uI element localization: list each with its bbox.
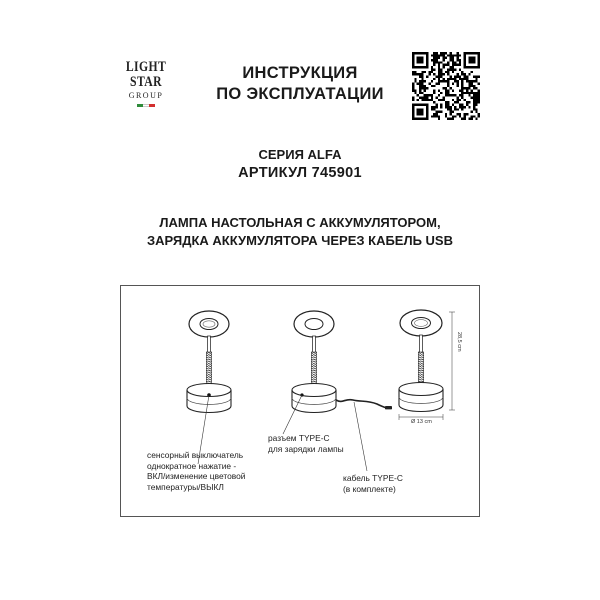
height-dimension-label: 28,5 cm <box>456 332 462 352</box>
brand-logo <box>120 60 172 107</box>
lamp-front-view <box>187 311 231 464</box>
port-caption-line2: для зарядки лампы <box>268 443 344 454</box>
cable-caption-line2: (в комплекте) <box>343 483 396 494</box>
switch-caption <box>147 450 245 492</box>
brand-logo-line3: GROUP <box>128 91 164 100</box>
document-title-line2: ПО ЭКСПЛУАТАЦИИ <box>216 85 384 103</box>
switch-caption-line1: сенсорный выключатель <box>147 450 244 460</box>
article-number: АРТИКУЛ 745901 <box>238 165 362 181</box>
product-description-line2: ЗАРЯДКА АККУМУЛЯТОРА ЧЕРЕЗ КАБЕЛЬ USB <box>147 233 453 248</box>
width-dimension-label: Ø 13 cm <box>411 419 432 425</box>
switch-caption-line3: ВКЛ/изменение цветовой <box>147 471 246 481</box>
series-label: СЕРИЯ ALFA <box>258 147 342 162</box>
product-description-line1: ЛАМПА НАСТОЛЬНАЯ С АККУМУЛЯТОРОМ, <box>159 215 441 230</box>
cable-caption <box>343 473 403 494</box>
lamp-diagram-frame <box>120 285 480 517</box>
port-caption-line1: разъем TYPE-C <box>268 433 330 443</box>
qr-code-icon[interactable] <box>412 52 480 120</box>
product-description <box>100 214 500 250</box>
brand-logo-line2: STAR <box>130 74 162 90</box>
document-title-line1: ИНСТРУКЦИЯ <box>242 64 358 82</box>
italian-flag-icon <box>137 104 155 107</box>
brand-logo-line1: LIGHT <box>125 59 167 75</box>
switch-caption-line2: однократное нажатие - <box>147 460 237 471</box>
lamp-dimensions-view <box>399 310 455 420</box>
switch-caption-line4: температуры/ВЫКЛ <box>147 481 224 492</box>
cable-caption-line1: кабель TYPE-C <box>343 473 403 483</box>
document-title <box>195 63 405 105</box>
port-caption <box>268 433 344 454</box>
